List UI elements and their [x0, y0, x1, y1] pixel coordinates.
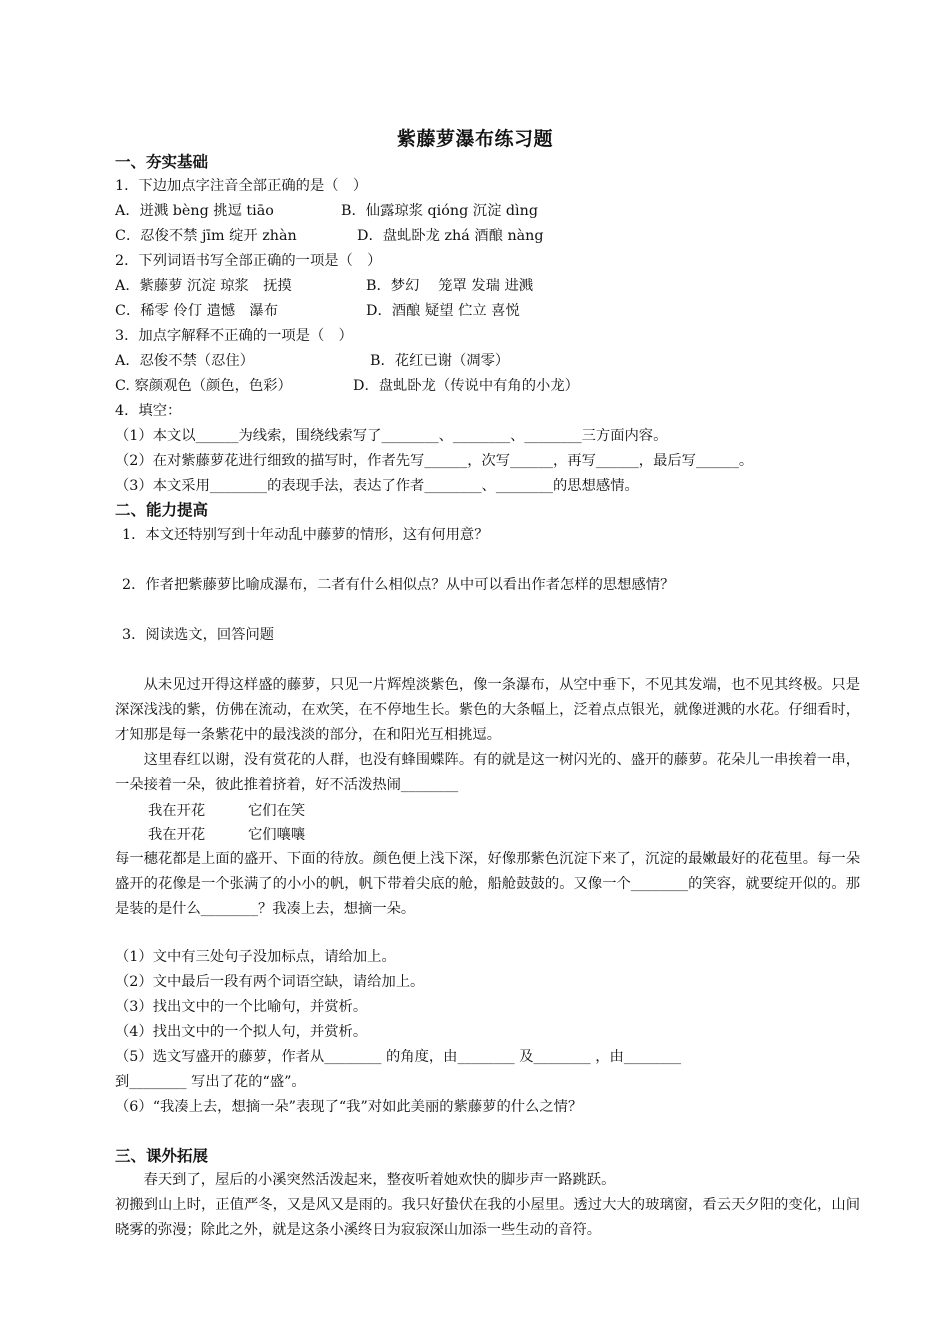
question-3: 3．加点字解释不正确的一项是（ ） [115, 328, 353, 344]
question-3-option-a: A．忍俊不禁（忍住） [115, 353, 254, 369]
question-3-option-b: B．花红已谢（凋零） [370, 353, 510, 369]
question-4-fill-2: （2）在对紫藤萝花进行细致的描写时，作者先写______，次写______，再写______，最后写______。 [115, 453, 754, 469]
sub-question-2: （2）文中最后一段有两个词语空缺，请给加上。 [115, 974, 425, 990]
question-1-option-d: D．盘虬卧龙 zhá 酒酿 nàng [357, 228, 544, 244]
reading-paragraph-1: 从未见过开得这样盛的藤萝，只见一片辉煌淡紫色，像一条瀑布，从空中垂下，不见其发端，也不见其终极。只是深深浅浅的紫，仿佛在流动，在欢笑，在不停地生长。紫色的大条幅上，泛着点点银光，就像迸溅的水花。仔细看时，才知那是每一条紫花中的最浅淡的部分，在和阳光互相挑逗。 [115, 677, 860, 743]
reading-paragraph-3: 每一穗花都是上面的盛开、下面的待放。颜色便上浅下深，好像那紫色沉淀下来了，沉淀的最嫩最好的花苞里。每一朵盛开的花像是一个张满了的小小的帆，帆下带着尖底的舱，船舱鼓鼓的。又像一个________的笑容，就要绽开似的。那是装的是什么________？我凑上去，想摘一朵。 [115, 851, 860, 917]
question-1-option-b: B．仙露琼浆 qióng 沉淀 dìng [341, 203, 538, 219]
sub-question-1: （1）文中有三处句子没加标点，请给加上。 [115, 949, 396, 965]
question-4-fill-1: （1）本文以______为线索，围绕线索写了________、________、________三方面内容。 [115, 428, 668, 444]
question-1-option-a: A．迸溅 bèng 挑逗 tiāo [115, 203, 274, 219]
reading-paragraph-2: 这里春红以谢，没有赏花的人群，也没有蜂围蝶阵。有的就是这一树闪光的、盛开的藤萝。花朵儿一串挨着一串，一朵接着一朵，彼此推着挤着，好不活泼热闹________ [115, 752, 860, 793]
section-heading-basics: 一、夯实基础 [115, 152, 209, 171]
question-2-option-b: B．梦幻 笼罩 发瑞 进溅 [366, 278, 534, 294]
sub-question-3: （3）找出文中的一个比喻句，并赏析。 [115, 999, 368, 1015]
sub-question-5-line-1: （5）选文写盛开的藤萝，作者从________ 的角度，由________ 及________ ，由________ [115, 1049, 682, 1065]
question-3-option-c: C. 察颜观色（颜色，色彩） [115, 378, 292, 394]
extension-paragraph-1: 春天到了，屋后的小溪突然活泼起来，整夜听着她欢快的脚步声一路跳跃。 [143, 1172, 616, 1188]
sub-question-4: （4）找出文中的一个拟人句，并赏析。 [115, 1024, 368, 1040]
question-4: 4．填空： [115, 403, 182, 419]
page-title: 紫藤萝瀑布练习题 [396, 128, 553, 150]
verse-line-2-left: 我在开花 [148, 827, 206, 843]
question-3-option-d: D．盘虬卧龙（传说中有角的小龙） [353, 378, 579, 394]
question-1-option-c: C．忍俊不禁 jīm 绽开 zhàn [115, 228, 297, 244]
verse-line-1-left: 我在开花 [148, 803, 206, 819]
verse-line-1-right: 它们在笑 [248, 803, 306, 819]
question-2-option-d: D．酒酿 疑望 伫立 喜悦 [366, 303, 520, 319]
question-2-option-c: C．稀零 伶仃 遣憾 瀑布 [115, 303, 278, 319]
verse-line-2-right: 它们嚷嚷 [248, 827, 306, 843]
sub-question-6: （6）“我凑上去，想摘一朵”表现了“我”对如此美丽的紫藤萝的什么之情？ [115, 1099, 583, 1115]
ability-question-1: 1．本文还特别写到十年动乱中藤萝的情形，这有何用意？ [122, 527, 489, 543]
extension-paragraph-2: 初搬到山上时，正值严冬，又是风又是雨的。我只好蛰伏在我的小屋里。透过大大的玻璃窗，看云天夕阳的变化，山间晓雾的弥漫；除此之外，就是这条小溪终日为寂寂深山加添一些生动的音符。 [115, 1197, 860, 1238]
question-2: 2．下列词语书写全部正确的一项是（ ） [115, 253, 382, 269]
ability-question-3: 3．阅读选文，回答问题 [122, 627, 275, 643]
ability-question-2: 2．作者把紫藤萝比喻成瀑布，二者有什么相似点？从中可以看出作者怎样的思想感情？ [122, 577, 675, 593]
section-heading-ability: 二、能力提高 [115, 500, 209, 519]
section-heading-extension: 三、课外拓展 [115, 1146, 209, 1165]
question-2-option-a: A．紫藤萝 沉淀 琼浆 抚摸 [115, 278, 292, 294]
question-4-fill-3: （3）本文采用________的表现手法，表达了作者________、________的思想感情。 [115, 478, 639, 494]
question-1: 1．下边加点字注音全部正确的是（ ） [115, 178, 368, 194]
sub-question-5-line-2: 到________ 写出了花的“盛”。 [115, 1074, 306, 1090]
